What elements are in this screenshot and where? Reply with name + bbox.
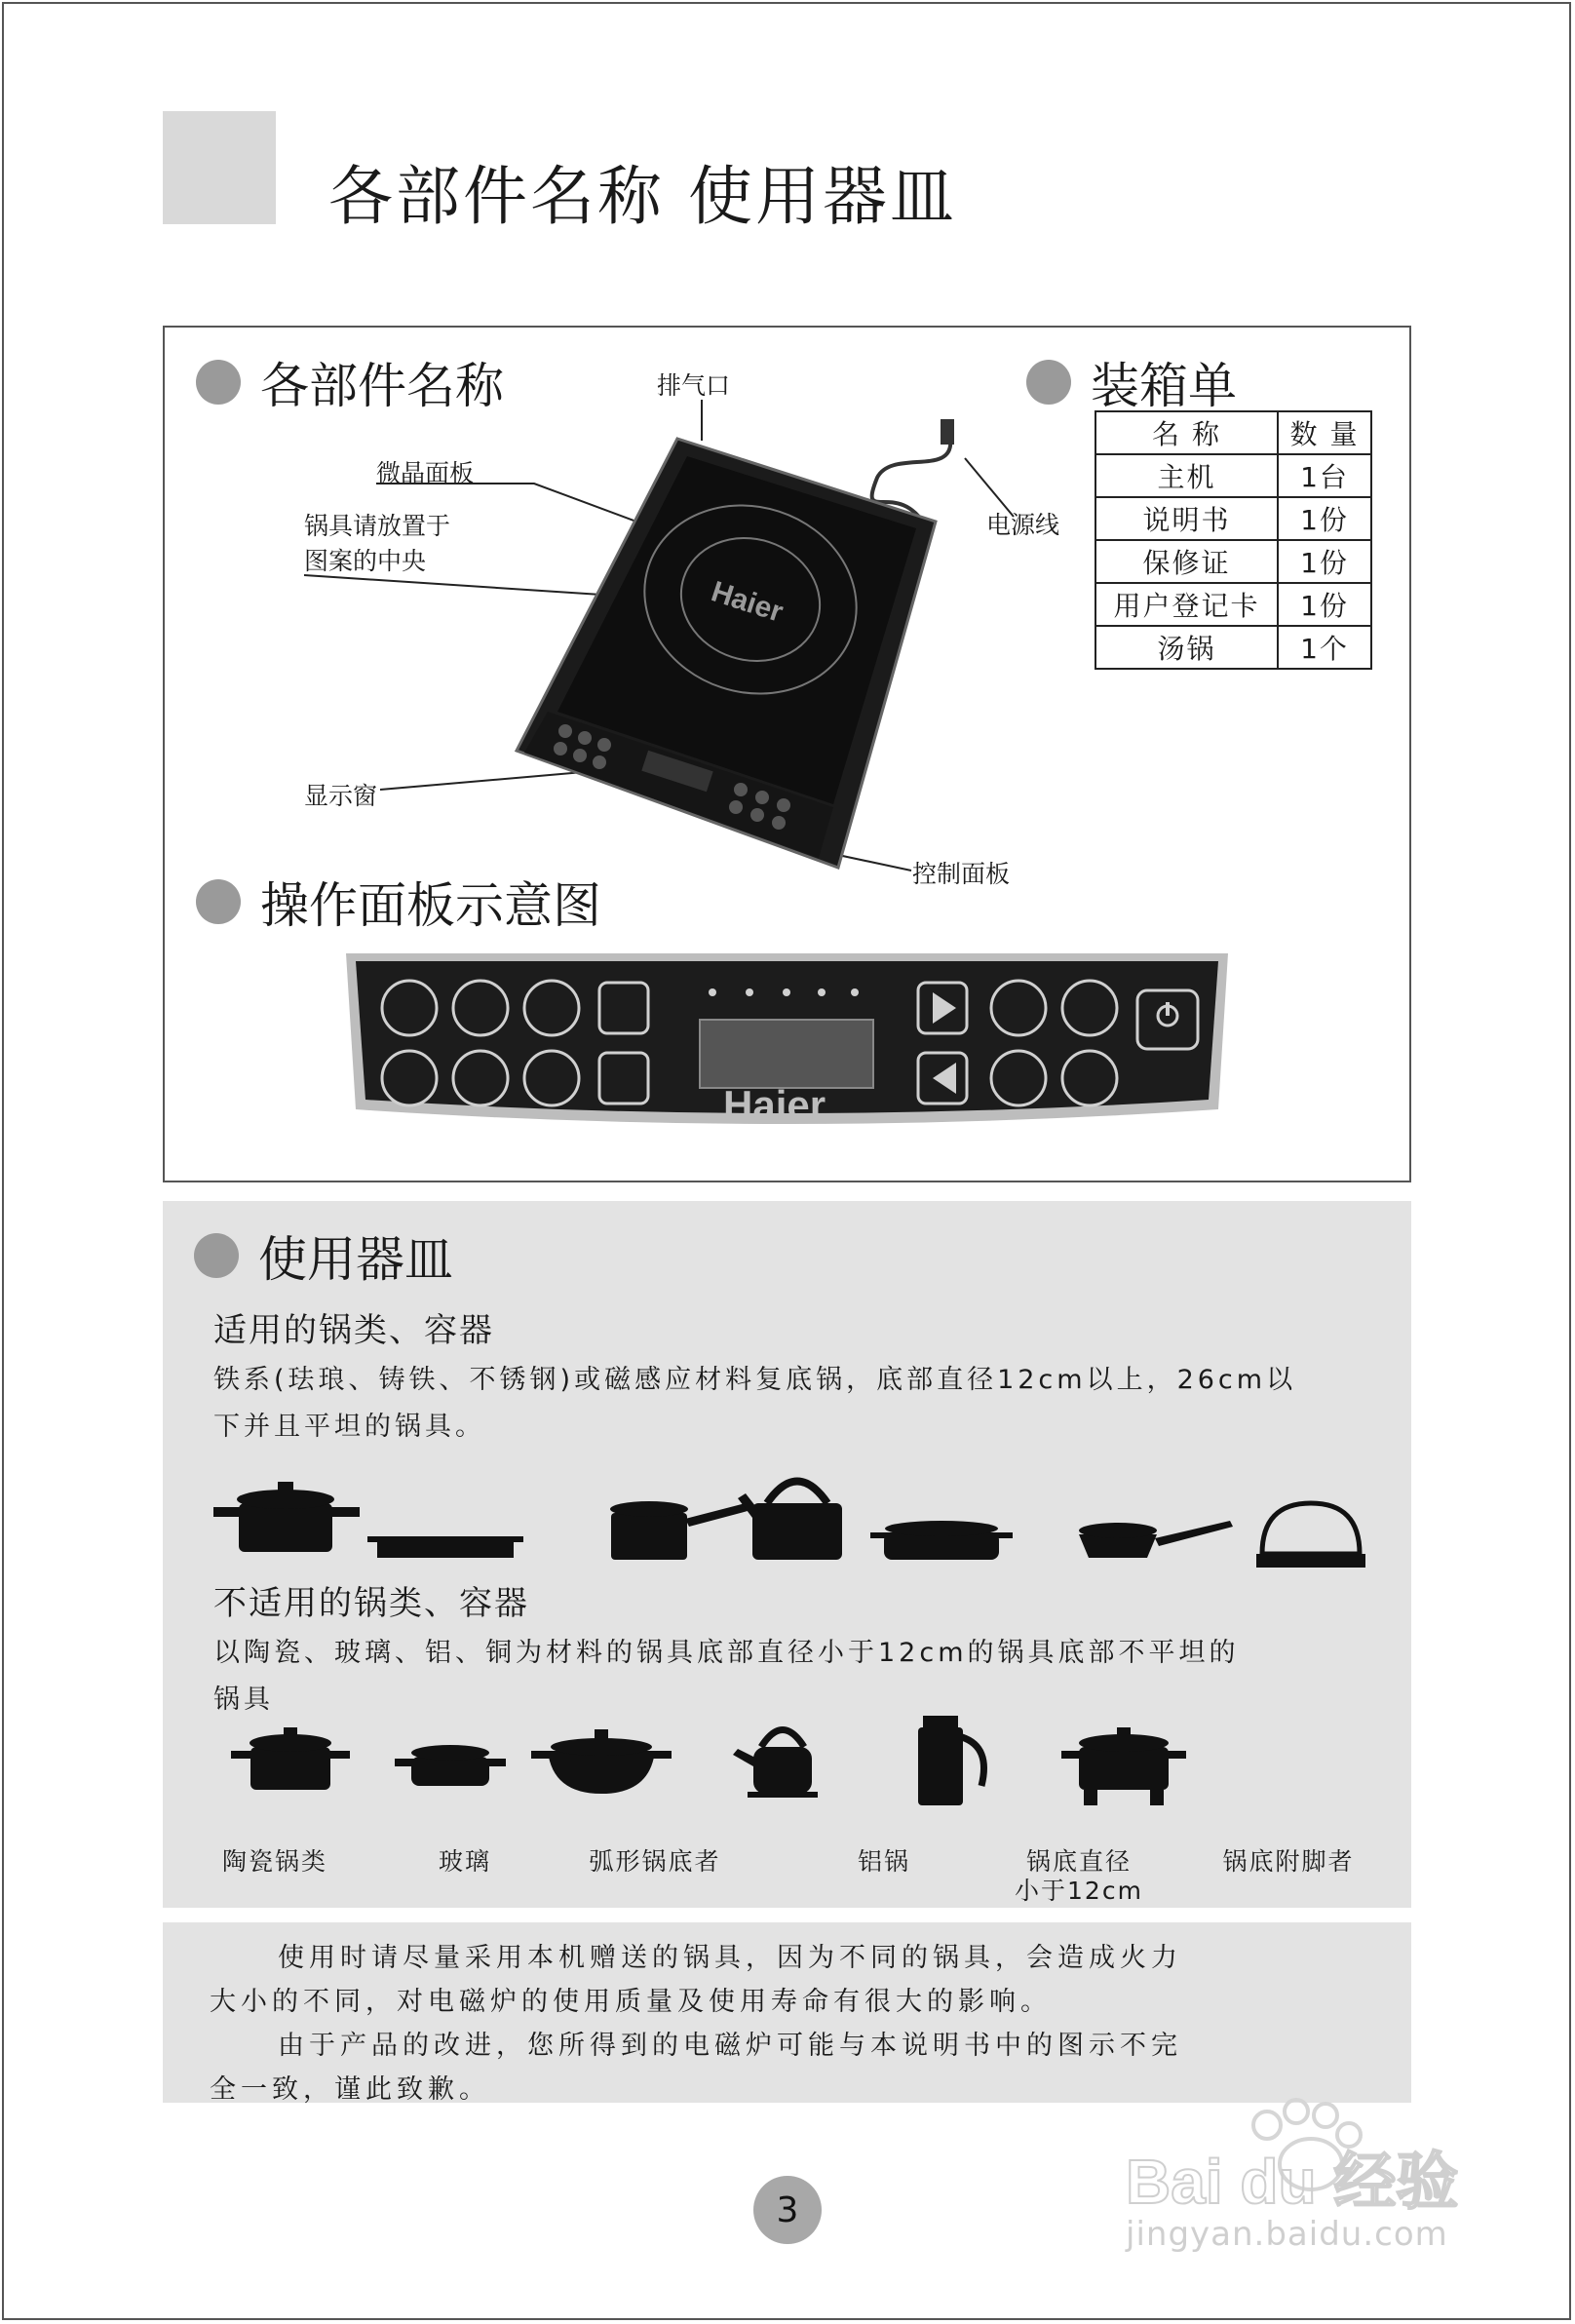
curved-bottom-pot-icon (531, 1729, 672, 1794)
suitable-line-1: 铁系(珐琅、铸铁、不锈钢)或磁感应材料复底锅，底部直径12cm以上，26cm以 (213, 1365, 1297, 1395)
bullet-dot-icon (194, 1233, 239, 1278)
unsuitable-cookware-row (211, 1708, 1381, 1815)
note-line-1: 使用时请尽量采用本机赠送的锅具，因为不同的锅具，会造成火力 (278, 1943, 1182, 1973)
hotpot-button-icon (382, 1051, 437, 1105)
table-cell: 1份 (1278, 540, 1371, 583)
boil-water-button-icon (382, 981, 437, 1035)
table-cell: 主机 (1095, 454, 1278, 497)
table-header-qty: 数 量 (1278, 411, 1371, 454)
flat-pan-icon (367, 1536, 523, 1558)
table-cell: 1台 (1278, 454, 1371, 497)
timer-button-icon (599, 1053, 648, 1104)
parts-heading-text: 各部件名称 (260, 358, 504, 414)
usage-heading-text: 使用器皿 (258, 1231, 453, 1288)
caption-small-base-2: 小于12cm (1015, 1877, 1143, 1905)
callout-panel-glass: 微晶面板 (376, 459, 475, 487)
callout-control-panel: 控制面板 (912, 860, 1011, 888)
table-header-row (1095, 411, 1371, 454)
caption-ceramic: 陶瓷锅类 (221, 1847, 327, 1876)
aluminum-kettle-icon (733, 1730, 818, 1799)
high-heat-button-icon (1062, 1051, 1117, 1105)
grill-button-icon (1062, 981, 1117, 1035)
table-cell: 汤锅 (1095, 626, 1278, 669)
unsuitable-line-1: 以陶瓷、玻璃、铝、铜为材料的锅具底部直径小于12cm的锅具底部不平坦的 (213, 1638, 1240, 1668)
page-title: 各部件名称 使用器皿 (328, 159, 957, 234)
fry-button-icon (453, 981, 508, 1035)
unsuitable-line-2: 锅具 (213, 1685, 274, 1715)
callout-place-pot-1: 锅具请放置于 (304, 512, 451, 540)
table-row (1095, 454, 1371, 497)
stir-fry-button-icon (991, 981, 1046, 1035)
callout-place-pot-2: 图案的中央 (304, 547, 427, 575)
menu-button-icon (599, 983, 648, 1033)
note-section (163, 1922, 1411, 2103)
table-cell: 用户登记卡 (1095, 583, 1278, 626)
packing-list-table (1095, 410, 1372, 670)
unsuitable-title: 不适用的锅类、容器 (213, 1584, 529, 1623)
keep-warm-button-icon (524, 981, 579, 1035)
table-row (1095, 626, 1371, 669)
table-cell: 1个 (1278, 626, 1371, 669)
saucepan-icon (610, 1501, 748, 1560)
watermark-url: jingyan.baidu.com (1126, 2215, 1448, 2254)
callout-display-window: 显示窗 (304, 782, 378, 810)
table-row (1095, 583, 1371, 626)
usage-section (163, 1201, 1411, 1908)
stew-button-icon (991, 1051, 1046, 1105)
table-cell: 说明书 (1095, 497, 1278, 540)
suitable-cookware-row (211, 1464, 1381, 1581)
note-line-4: 全一致，谨此致歉。 (210, 2074, 490, 2105)
cooker-brand-logo: Haier (707, 575, 788, 629)
panel-brand-logo: Haier (723, 1082, 826, 1128)
table-header-name: 名 称 (1095, 411, 1278, 454)
caption-small-base-1: 锅底直径 (1025, 1847, 1132, 1876)
note-line-3: 由于产品的改进，您所得到的电磁炉可能与本说明书中的图示不完 (278, 2031, 1182, 2061)
operation-panel-heading-text: 操作面板示意图 (260, 877, 601, 934)
page-number: 3 (753, 2176, 822, 2244)
plug-icon (941, 419, 954, 445)
packing-heading-text: 装箱单 (1091, 358, 1237, 414)
baidu-watermark-logo (1121, 2086, 1472, 2213)
frying-pan-icon (1079, 1521, 1233, 1558)
caption-aluminum: 铝锅 (857, 1847, 910, 1876)
kettle-icon (738, 1482, 842, 1561)
note-line-2: 大小的不同，对电磁炉的使用质量及使用寿命有很大的影响。 (210, 1987, 1052, 2017)
stockpot-icon (213, 1482, 360, 1552)
operation-panel-illustration (336, 944, 1238, 1139)
table-row (1095, 540, 1371, 583)
suitable-line-2: 下并且平坦的锅具。 (213, 1412, 485, 1442)
callout-power-cord: 电源线 (986, 511, 1060, 539)
usage-heading (194, 1220, 453, 1291)
callout-exhaust: 排气口 (657, 371, 731, 400)
caption-footed: 锅底附脚者 (1222, 1847, 1355, 1876)
power-button-icon (1137, 990, 1198, 1049)
footed-pot-icon (1061, 1727, 1186, 1805)
table-cell: 1份 (1278, 497, 1371, 540)
watermark-brand: Bai du 经验 (1126, 2147, 1459, 2213)
induction-cooker-illustration (507, 419, 975, 887)
table-cell: 1份 (1278, 583, 1371, 626)
display-window-icon (700, 1020, 873, 1088)
caption-glass: 玻璃 (438, 1847, 491, 1876)
soup-button-icon (524, 1051, 579, 1105)
saute-pan-icon (870, 1521, 1013, 1560)
table-cell: 保修证 (1095, 540, 1278, 583)
table-row (1095, 497, 1371, 540)
ceramic-pot-icon (231, 1727, 350, 1790)
suitable-title: 适用的锅类、容器 (213, 1311, 494, 1350)
caption-curved-bottom: 弧形锅底者 (589, 1847, 721, 1876)
small-base-pot-icon (918, 1716, 984, 1805)
glass-pot-icon (395, 1745, 506, 1786)
dome-cooker-icon (1256, 1503, 1365, 1568)
steam-button-icon (453, 1051, 508, 1105)
suitable-description (213, 1357, 1393, 1451)
